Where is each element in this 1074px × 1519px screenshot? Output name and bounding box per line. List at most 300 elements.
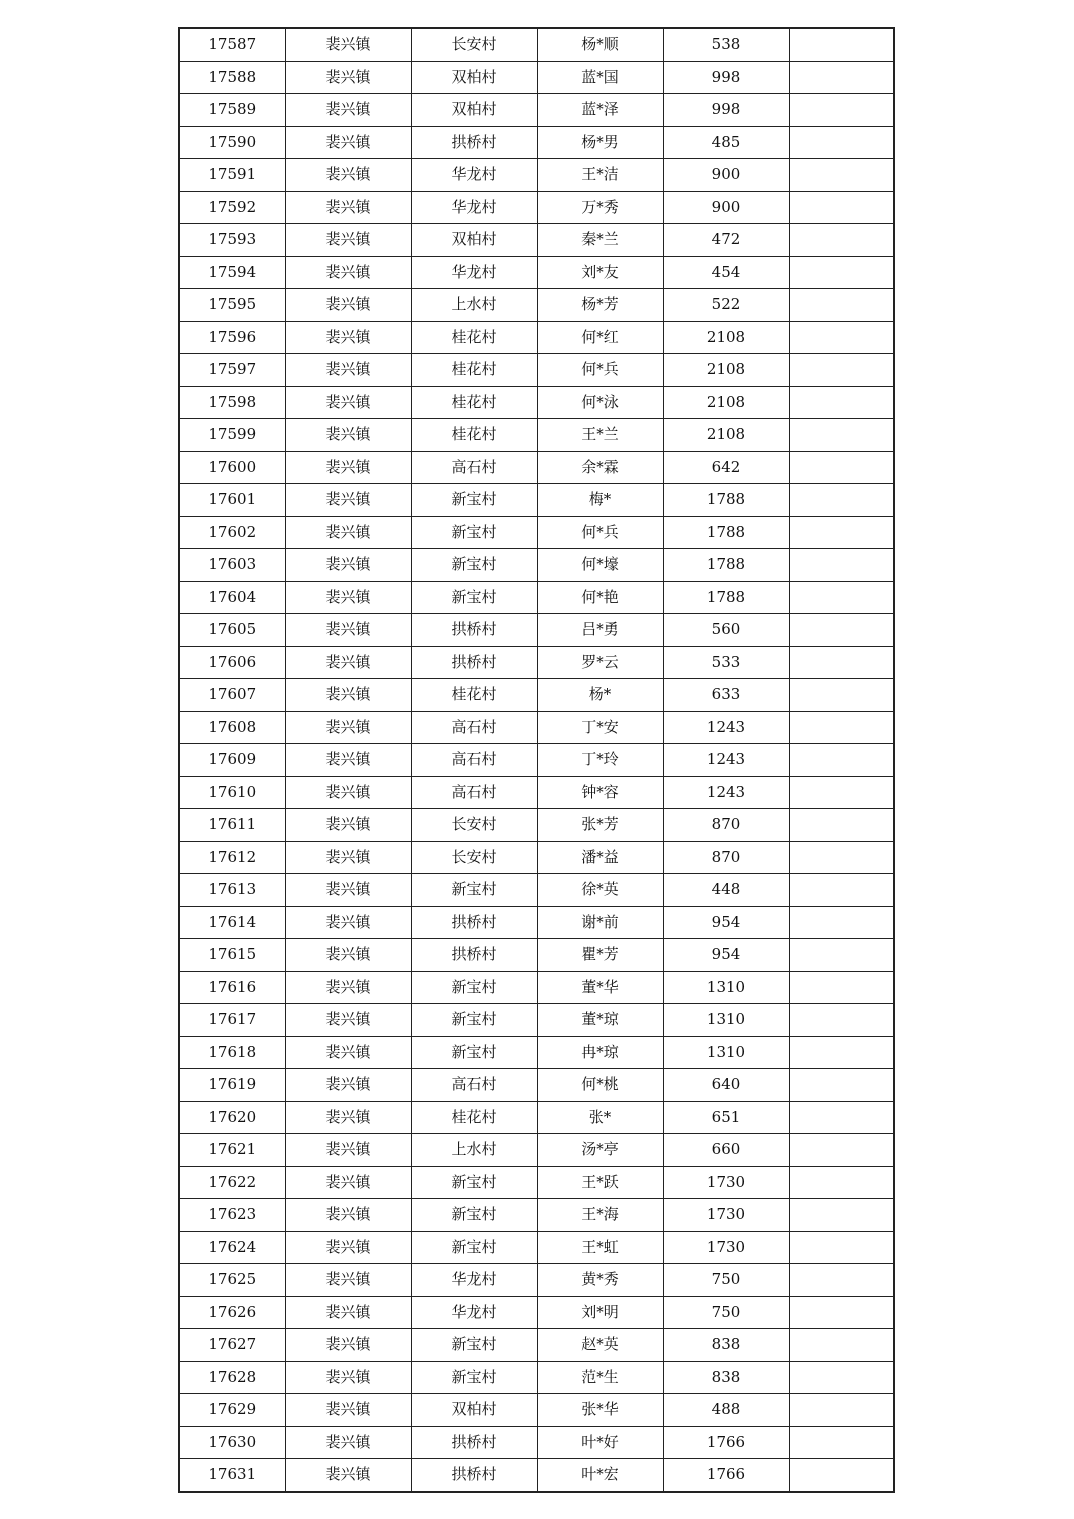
village-cell: 新宝村 <box>411 1199 537 1232</box>
village-cell: 桂花村 <box>411 354 537 387</box>
note-cell <box>789 1361 894 1394</box>
name-cell: 万*秀 <box>537 191 663 224</box>
row-number-cell: 17611 <box>179 809 285 842</box>
row-number-cell: 17594 <box>179 256 285 289</box>
name-cell: 叶*好 <box>537 1426 663 1459</box>
table-row <box>179 1394 894 1427</box>
table-row <box>179 1101 894 1134</box>
note-cell <box>789 1069 894 1102</box>
table-row <box>179 191 894 224</box>
village-cell: 桂花村 <box>411 386 537 419</box>
row-number-cell: 17628 <box>179 1361 285 1394</box>
row-number-cell: 17606 <box>179 646 285 679</box>
table-row <box>179 61 894 94</box>
town-cell: 裴兴镇 <box>285 939 411 972</box>
table-row <box>179 776 894 809</box>
row-number-cell: 17630 <box>179 1426 285 1459</box>
table-row <box>179 744 894 777</box>
town-cell: 裴兴镇 <box>285 386 411 419</box>
amount-cell: 838 <box>663 1361 789 1394</box>
row-number-cell: 17625 <box>179 1264 285 1297</box>
name-cell: 潘*益 <box>537 841 663 874</box>
amount-cell: 900 <box>663 159 789 192</box>
town-cell: 裴兴镇 <box>285 1036 411 1069</box>
table-row <box>179 841 894 874</box>
table-row <box>179 1459 894 1492</box>
note-cell <box>789 224 894 257</box>
name-cell: 叶*宏 <box>537 1459 663 1492</box>
village-cell: 新宝村 <box>411 516 537 549</box>
village-cell: 高石村 <box>411 776 537 809</box>
name-cell: 谢*前 <box>537 906 663 939</box>
village-cell: 长安村 <box>411 841 537 874</box>
name-cell: 杨*男 <box>537 126 663 159</box>
row-number-cell: 17590 <box>179 126 285 159</box>
note-cell <box>789 744 894 777</box>
table-body <box>179 28 894 1492</box>
table-row <box>179 1329 894 1362</box>
note-cell <box>789 549 894 582</box>
town-cell: 裴兴镇 <box>285 159 411 192</box>
amount-cell: 750 <box>663 1296 789 1329</box>
village-cell: 双柏村 <box>411 94 537 127</box>
amount-cell: 1788 <box>663 581 789 614</box>
table-row <box>179 1134 894 1167</box>
note-cell <box>789 1231 894 1264</box>
town-cell: 裴兴镇 <box>285 1101 411 1134</box>
village-cell: 拱桥村 <box>411 906 537 939</box>
amount-cell: 870 <box>663 809 789 842</box>
table-row <box>179 159 894 192</box>
town-cell: 裴兴镇 <box>285 841 411 874</box>
note-cell <box>789 581 894 614</box>
village-cell: 高石村 <box>411 1069 537 1102</box>
amount-cell: 1310 <box>663 1036 789 1069</box>
amount-cell: 1310 <box>663 971 789 1004</box>
note-cell <box>789 321 894 354</box>
table-row <box>179 1361 894 1394</box>
amount-cell: 522 <box>663 289 789 322</box>
table-row <box>179 354 894 387</box>
table-row <box>179 224 894 257</box>
note-cell <box>789 1101 894 1134</box>
amount-cell: 651 <box>663 1101 789 1134</box>
name-cell: 蓝*国 <box>537 61 663 94</box>
note-cell <box>789 809 894 842</box>
row-number-cell: 17607 <box>179 679 285 712</box>
row-number-cell: 17613 <box>179 874 285 907</box>
village-cell: 上水村 <box>411 289 537 322</box>
village-cell: 高石村 <box>411 711 537 744</box>
note-cell <box>789 126 894 159</box>
amount-cell: 485 <box>663 126 789 159</box>
name-cell: 杨* <box>537 679 663 712</box>
village-cell: 新宝村 <box>411 971 537 1004</box>
town-cell: 裴兴镇 <box>285 1166 411 1199</box>
name-cell: 何*红 <box>537 321 663 354</box>
town-cell: 裴兴镇 <box>285 549 411 582</box>
amount-cell: 1788 <box>663 549 789 582</box>
note-cell <box>789 906 894 939</box>
village-cell: 上水村 <box>411 1134 537 1167</box>
town-cell: 裴兴镇 <box>285 126 411 159</box>
row-number-cell: 17593 <box>179 224 285 257</box>
table-row <box>179 28 894 61</box>
town-cell: 裴兴镇 <box>285 646 411 679</box>
village-cell: 新宝村 <box>411 484 537 517</box>
town-cell: 裴兴镇 <box>285 419 411 452</box>
town-cell: 裴兴镇 <box>285 1004 411 1037</box>
row-number-cell: 17615 <box>179 939 285 972</box>
amount-cell: 488 <box>663 1394 789 1427</box>
town-cell: 裴兴镇 <box>285 1361 411 1394</box>
amount-cell: 538 <box>663 28 789 61</box>
row-number-cell: 17602 <box>179 516 285 549</box>
row-number-cell: 17618 <box>179 1036 285 1069</box>
name-cell: 汤*亭 <box>537 1134 663 1167</box>
amount-cell: 750 <box>663 1264 789 1297</box>
table-row <box>179 1426 894 1459</box>
village-cell: 双柏村 <box>411 224 537 257</box>
amount-cell: 1788 <box>663 516 789 549</box>
amount-cell: 1766 <box>663 1459 789 1492</box>
town-cell: 裴兴镇 <box>285 1459 411 1492</box>
name-cell: 王*海 <box>537 1199 663 1232</box>
name-cell: 董*华 <box>537 971 663 1004</box>
village-cell: 桂花村 <box>411 321 537 354</box>
town-cell: 裴兴镇 <box>285 1426 411 1459</box>
row-number-cell: 17596 <box>179 321 285 354</box>
amount-cell: 560 <box>663 614 789 647</box>
name-cell: 丁*安 <box>537 711 663 744</box>
table-row <box>179 1004 894 1037</box>
note-cell <box>789 28 894 61</box>
row-number-cell: 17624 <box>179 1231 285 1264</box>
village-cell: 长安村 <box>411 809 537 842</box>
name-cell: 蓝*泽 <box>537 94 663 127</box>
name-cell: 王*虹 <box>537 1231 663 1264</box>
note-cell <box>789 1264 894 1297</box>
name-cell: 何*壕 <box>537 549 663 582</box>
name-cell: 罗*云 <box>537 646 663 679</box>
row-number-cell: 17626 <box>179 1296 285 1329</box>
row-number-cell: 17619 <box>179 1069 285 1102</box>
amount-cell: 998 <box>663 61 789 94</box>
name-cell: 范*生 <box>537 1361 663 1394</box>
amount-cell: 2108 <box>663 354 789 387</box>
village-cell: 新宝村 <box>411 1036 537 1069</box>
note-cell <box>789 386 894 419</box>
table-row <box>179 256 894 289</box>
name-cell: 杨*芳 <box>537 289 663 322</box>
note-cell <box>789 939 894 972</box>
table-row <box>179 1199 894 1232</box>
village-cell: 桂花村 <box>411 679 537 712</box>
row-number-cell: 17603 <box>179 549 285 582</box>
village-cell: 新宝村 <box>411 874 537 907</box>
table-row <box>179 94 894 127</box>
name-cell: 赵*英 <box>537 1329 663 1362</box>
village-cell: 新宝村 <box>411 1004 537 1037</box>
town-cell: 裴兴镇 <box>285 451 411 484</box>
village-cell: 拱桥村 <box>411 646 537 679</box>
town-cell: 裴兴镇 <box>285 321 411 354</box>
town-cell: 裴兴镇 <box>285 1296 411 1329</box>
town-cell: 裴兴镇 <box>285 1394 411 1427</box>
table-row <box>179 809 894 842</box>
amount-cell: 1310 <box>663 1004 789 1037</box>
village-cell: 拱桥村 <box>411 1426 537 1459</box>
note-cell <box>789 1426 894 1459</box>
amount-cell: 954 <box>663 939 789 972</box>
amount-cell: 1243 <box>663 744 789 777</box>
village-cell: 华龙村 <box>411 1296 537 1329</box>
town-cell: 裴兴镇 <box>285 224 411 257</box>
note-cell <box>789 1004 894 1037</box>
row-number-cell: 17587 <box>179 28 285 61</box>
town-cell: 裴兴镇 <box>285 516 411 549</box>
village-cell: 拱桥村 <box>411 1459 537 1492</box>
note-cell <box>789 159 894 192</box>
row-number-cell: 17617 <box>179 1004 285 1037</box>
note-cell <box>789 451 894 484</box>
town-cell: 裴兴镇 <box>285 614 411 647</box>
row-number-cell: 17612 <box>179 841 285 874</box>
name-cell: 王*洁 <box>537 159 663 192</box>
note-cell <box>789 1036 894 1069</box>
town-cell: 裴兴镇 <box>285 1329 411 1362</box>
note-cell <box>789 289 894 322</box>
amount-cell: 454 <box>663 256 789 289</box>
table-row <box>179 126 894 159</box>
note-cell <box>789 1394 894 1427</box>
village-cell: 华龙村 <box>411 256 537 289</box>
name-cell: 钟*容 <box>537 776 663 809</box>
amount-cell: 642 <box>663 451 789 484</box>
town-cell: 裴兴镇 <box>285 354 411 387</box>
town-cell: 裴兴镇 <box>285 1231 411 1264</box>
name-cell: 吕*勇 <box>537 614 663 647</box>
amount-cell: 1766 <box>663 1426 789 1459</box>
amount-cell: 2108 <box>663 386 789 419</box>
name-cell: 何*兵 <box>537 354 663 387</box>
note-cell <box>789 1166 894 1199</box>
town-cell: 裴兴镇 <box>285 874 411 907</box>
note-cell <box>789 971 894 1004</box>
amount-cell: 2108 <box>663 321 789 354</box>
town-cell: 裴兴镇 <box>285 28 411 61</box>
town-cell: 裴兴镇 <box>285 94 411 127</box>
note-cell <box>789 1134 894 1167</box>
village-cell: 拱桥村 <box>411 614 537 647</box>
village-cell: 桂花村 <box>411 419 537 452</box>
row-number-cell: 17588 <box>179 61 285 94</box>
amount-cell: 633 <box>663 679 789 712</box>
village-cell: 新宝村 <box>411 1166 537 1199</box>
town-cell: 裴兴镇 <box>285 711 411 744</box>
town-cell: 裴兴镇 <box>285 906 411 939</box>
name-cell: 何*泳 <box>537 386 663 419</box>
amount-cell: 1243 <box>663 776 789 809</box>
name-cell: 刘*明 <box>537 1296 663 1329</box>
row-number-cell: 17631 <box>179 1459 285 1492</box>
amount-cell: 472 <box>663 224 789 257</box>
table-row <box>179 646 894 679</box>
village-cell: 华龙村 <box>411 159 537 192</box>
village-cell: 新宝村 <box>411 1231 537 1264</box>
table-row <box>179 679 894 712</box>
row-number-cell: 17591 <box>179 159 285 192</box>
note-cell <box>789 646 894 679</box>
note-cell <box>789 516 894 549</box>
table-row <box>179 614 894 647</box>
town-cell: 裴兴镇 <box>285 1264 411 1297</box>
table-row <box>179 581 894 614</box>
village-cell: 新宝村 <box>411 1329 537 1362</box>
town-cell: 裴兴镇 <box>285 1069 411 1102</box>
amount-cell: 1730 <box>663 1231 789 1264</box>
name-cell: 余*霖 <box>537 451 663 484</box>
row-number-cell: 17605 <box>179 614 285 647</box>
town-cell: 裴兴镇 <box>285 679 411 712</box>
name-cell: 徐*英 <box>537 874 663 907</box>
town-cell: 裴兴镇 <box>285 289 411 322</box>
row-number-cell: 17621 <box>179 1134 285 1167</box>
note-cell <box>789 94 894 127</box>
table-row <box>179 549 894 582</box>
row-number-cell: 17627 <box>179 1329 285 1362</box>
name-cell: 梅* <box>537 484 663 517</box>
name-cell: 冉*琼 <box>537 1036 663 1069</box>
amount-cell: 640 <box>663 1069 789 1102</box>
row-number-cell: 17608 <box>179 711 285 744</box>
row-number-cell: 17623 <box>179 1199 285 1232</box>
name-cell: 张* <box>537 1101 663 1134</box>
amount-cell: 998 <box>663 94 789 127</box>
row-number-cell: 17610 <box>179 776 285 809</box>
note-cell <box>789 1459 894 1492</box>
town-cell: 裴兴镇 <box>285 1134 411 1167</box>
table-row <box>179 1264 894 1297</box>
village-cell: 长安村 <box>411 28 537 61</box>
village-cell: 新宝村 <box>411 1361 537 1394</box>
row-number-cell: 17616 <box>179 971 285 1004</box>
town-cell: 裴兴镇 <box>285 581 411 614</box>
village-cell: 新宝村 <box>411 581 537 614</box>
village-cell: 华龙村 <box>411 1264 537 1297</box>
row-number-cell: 17614 <box>179 906 285 939</box>
table-row <box>179 1069 894 1102</box>
table-row <box>179 289 894 322</box>
note-cell <box>789 256 894 289</box>
note-cell <box>789 1199 894 1232</box>
note-cell <box>789 841 894 874</box>
name-cell: 杨*顺 <box>537 28 663 61</box>
village-cell: 高石村 <box>411 451 537 484</box>
note-cell <box>789 1329 894 1362</box>
amount-cell: 533 <box>663 646 789 679</box>
table-row <box>179 419 894 452</box>
table-row <box>179 516 894 549</box>
table-row <box>179 1166 894 1199</box>
name-cell: 王*跃 <box>537 1166 663 1199</box>
table-row <box>179 1296 894 1329</box>
name-cell: 王*兰 <box>537 419 663 452</box>
name-cell: 何*兵 <box>537 516 663 549</box>
note-cell <box>789 679 894 712</box>
subsidy-table <box>178 27 895 1493</box>
village-cell: 拱桥村 <box>411 126 537 159</box>
amount-cell: 954 <box>663 906 789 939</box>
note-cell <box>789 1296 894 1329</box>
row-number-cell: 17622 <box>179 1166 285 1199</box>
note-cell <box>789 419 894 452</box>
name-cell: 刘*友 <box>537 256 663 289</box>
village-cell: 桂花村 <box>411 1101 537 1134</box>
note-cell <box>789 614 894 647</box>
town-cell: 裴兴镇 <box>285 744 411 777</box>
village-cell: 双柏村 <box>411 61 537 94</box>
row-number-cell: 17604 <box>179 581 285 614</box>
row-number-cell: 17597 <box>179 354 285 387</box>
town-cell: 裴兴镇 <box>285 971 411 1004</box>
village-cell: 拱桥村 <box>411 939 537 972</box>
name-cell: 秦*兰 <box>537 224 663 257</box>
village-cell: 华龙村 <box>411 191 537 224</box>
amount-cell: 1243 <box>663 711 789 744</box>
table-row <box>179 906 894 939</box>
table-row <box>179 1036 894 1069</box>
table-row <box>179 451 894 484</box>
town-cell: 裴兴镇 <box>285 809 411 842</box>
row-number-cell: 17601 <box>179 484 285 517</box>
row-number-cell: 17629 <box>179 1394 285 1427</box>
amount-cell: 660 <box>663 1134 789 1167</box>
town-cell: 裴兴镇 <box>285 776 411 809</box>
name-cell: 何*桃 <box>537 1069 663 1102</box>
amount-cell: 448 <box>663 874 789 907</box>
name-cell: 何*艳 <box>537 581 663 614</box>
amount-cell: 870 <box>663 841 789 874</box>
row-number-cell: 17592 <box>179 191 285 224</box>
town-cell: 裴兴镇 <box>285 484 411 517</box>
row-number-cell: 17599 <box>179 419 285 452</box>
row-number-cell: 17589 <box>179 94 285 127</box>
amount-cell: 838 <box>663 1329 789 1362</box>
note-cell <box>789 776 894 809</box>
amount-cell: 2108 <box>663 419 789 452</box>
note-cell <box>789 191 894 224</box>
table-row <box>179 321 894 354</box>
town-cell: 裴兴镇 <box>285 256 411 289</box>
name-cell: 丁*玲 <box>537 744 663 777</box>
table-row <box>179 711 894 744</box>
name-cell: 黄*秀 <box>537 1264 663 1297</box>
note-cell <box>789 711 894 744</box>
town-cell: 裴兴镇 <box>285 61 411 94</box>
town-cell: 裴兴镇 <box>285 191 411 224</box>
village-cell: 新宝村 <box>411 549 537 582</box>
table-row <box>179 484 894 517</box>
note-cell <box>789 61 894 94</box>
name-cell: 张*华 <box>537 1394 663 1427</box>
amount-cell: 1730 <box>663 1166 789 1199</box>
village-cell: 双柏村 <box>411 1394 537 1427</box>
row-number-cell: 17598 <box>179 386 285 419</box>
note-cell <box>789 484 894 517</box>
table-row <box>179 386 894 419</box>
table-row <box>179 1231 894 1264</box>
